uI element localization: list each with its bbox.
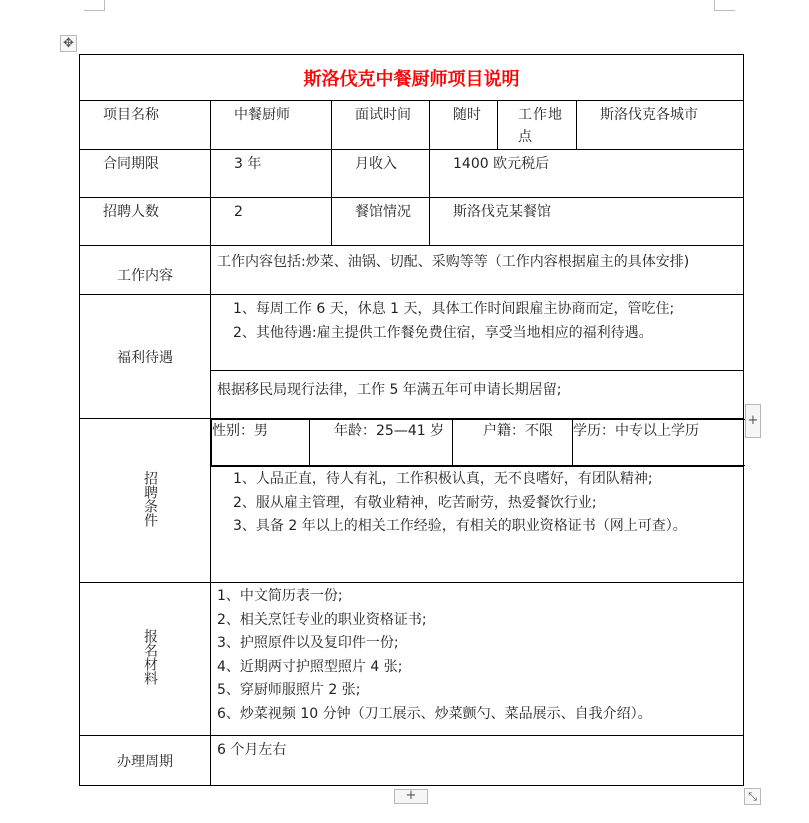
add-row-button[interactable] (394, 789, 428, 804)
material-line-6: 6、炒菜视频 10 分钟（刀工展示、炒菜颤勺、菜品展示、自我介绍）。 (217, 705, 652, 722)
work-content-label: 工作内容 (80, 246, 211, 295)
requirements-lines (211, 467, 744, 583)
project-table (79, 54, 744, 786)
interview-time-label: 面试时间 (332, 101, 430, 150)
requirements-basic (211, 419, 744, 467)
requirements-basic-table (211, 419, 745, 466)
contract-value: 3 年 (211, 150, 332, 198)
resize-icon: ⤡ (748, 790, 757, 803)
material-line-4: 4、近期两寸护照型照片 4 张; (217, 658, 403, 675)
income-label: 月收入 (332, 150, 430, 198)
plus-icon: + (747, 413, 759, 428)
requirement-line-2: 2、服从雇主管理，有敬业精神，吃苦耐劳，热爱餐饮行业; (233, 494, 597, 511)
materials-lines (211, 583, 744, 736)
plus-icon: + (405, 788, 417, 803)
welfare-line-2: 2、其他待遇:雇主提供工作餐免费住宿，享受当地相应的福利待遇。 (233, 324, 653, 341)
requirements-label-text: 招聘条件 (142, 470, 158, 527)
restaurant-label: 餐馆情况 (332, 198, 430, 246)
table-move-handle[interactable] (60, 35, 77, 52)
document-title: 斯洛伐克中餐厨师项目说明 (80, 55, 744, 101)
hukou-value: 户籍：不限 (453, 420, 573, 466)
period-label: 办理周期 (80, 736, 211, 786)
table-resize-handle[interactable] (744, 788, 761, 805)
page-corner-mark-left (84, 0, 105, 11)
page-corner-mark-right (714, 0, 735, 11)
gender-value: 性别：男 (212, 420, 310, 466)
project-name-value: 中餐厨师 (211, 101, 332, 150)
move-icon: ✥ (63, 36, 74, 51)
materials-label (80, 583, 211, 736)
work-location-value: 斯洛伐克各城市 (577, 101, 744, 150)
education-value: 学历：中专以上学历 (573, 420, 745, 466)
period-value: 6 个月左右 (211, 736, 744, 786)
requirement-line-1: 1、人品正直，待人有礼，工作积极认真，无不良嗜好，有团队精神; (233, 471, 653, 487)
requirements-label (80, 419, 211, 583)
material-line-5: 5、穿厨师服照片 2 张; (217, 682, 361, 698)
work-location-label: 工作地点 (498, 101, 577, 150)
add-column-button[interactable] (745, 404, 761, 438)
recruit-count-value: 2 (211, 198, 332, 246)
material-line-1: 1、中文简历表一份; (217, 588, 343, 604)
interview-time-value: 随时 (430, 101, 498, 150)
project-name-label: 项目名称 (80, 101, 211, 150)
material-line-3: 3、护照原件以及复印件一份; (217, 635, 399, 651)
welfare-lines (211, 295, 744, 371)
restaurant-value: 斯洛伐克某餐馆 (430, 198, 744, 246)
work-content-text: 工作内容包括:炒菜、油锅、切配、采购等等（工作内容根据雇主的具体安排) (211, 246, 744, 295)
materials-label-text: 报名材料 (142, 629, 158, 685)
material-line-2: 2、相关烹饪专业的职业资格证书; (217, 611, 427, 628)
income-value: 1400 欧元税后 (430, 150, 744, 198)
welfare-label: 福利待遇 (80, 295, 211, 419)
contract-label: 合同期限 (80, 150, 211, 198)
welfare-note: 根据移民局现行法律，工作 5 年满五年可申请长期居留; (211, 371, 744, 419)
age-value: 年龄：25—41 岁 (310, 420, 453, 466)
welfare-line-1: 1、每周工作 6 天，休息 1 天，具体工作时间跟雇主协商而定，管吃住; (233, 301, 675, 317)
recruit-count-label: 招聘人数 (80, 198, 211, 246)
requirement-line-3: 3、具备 2 年以上的相关工作经验，有相关的职业资格证书（网上可查）。 (233, 518, 687, 534)
